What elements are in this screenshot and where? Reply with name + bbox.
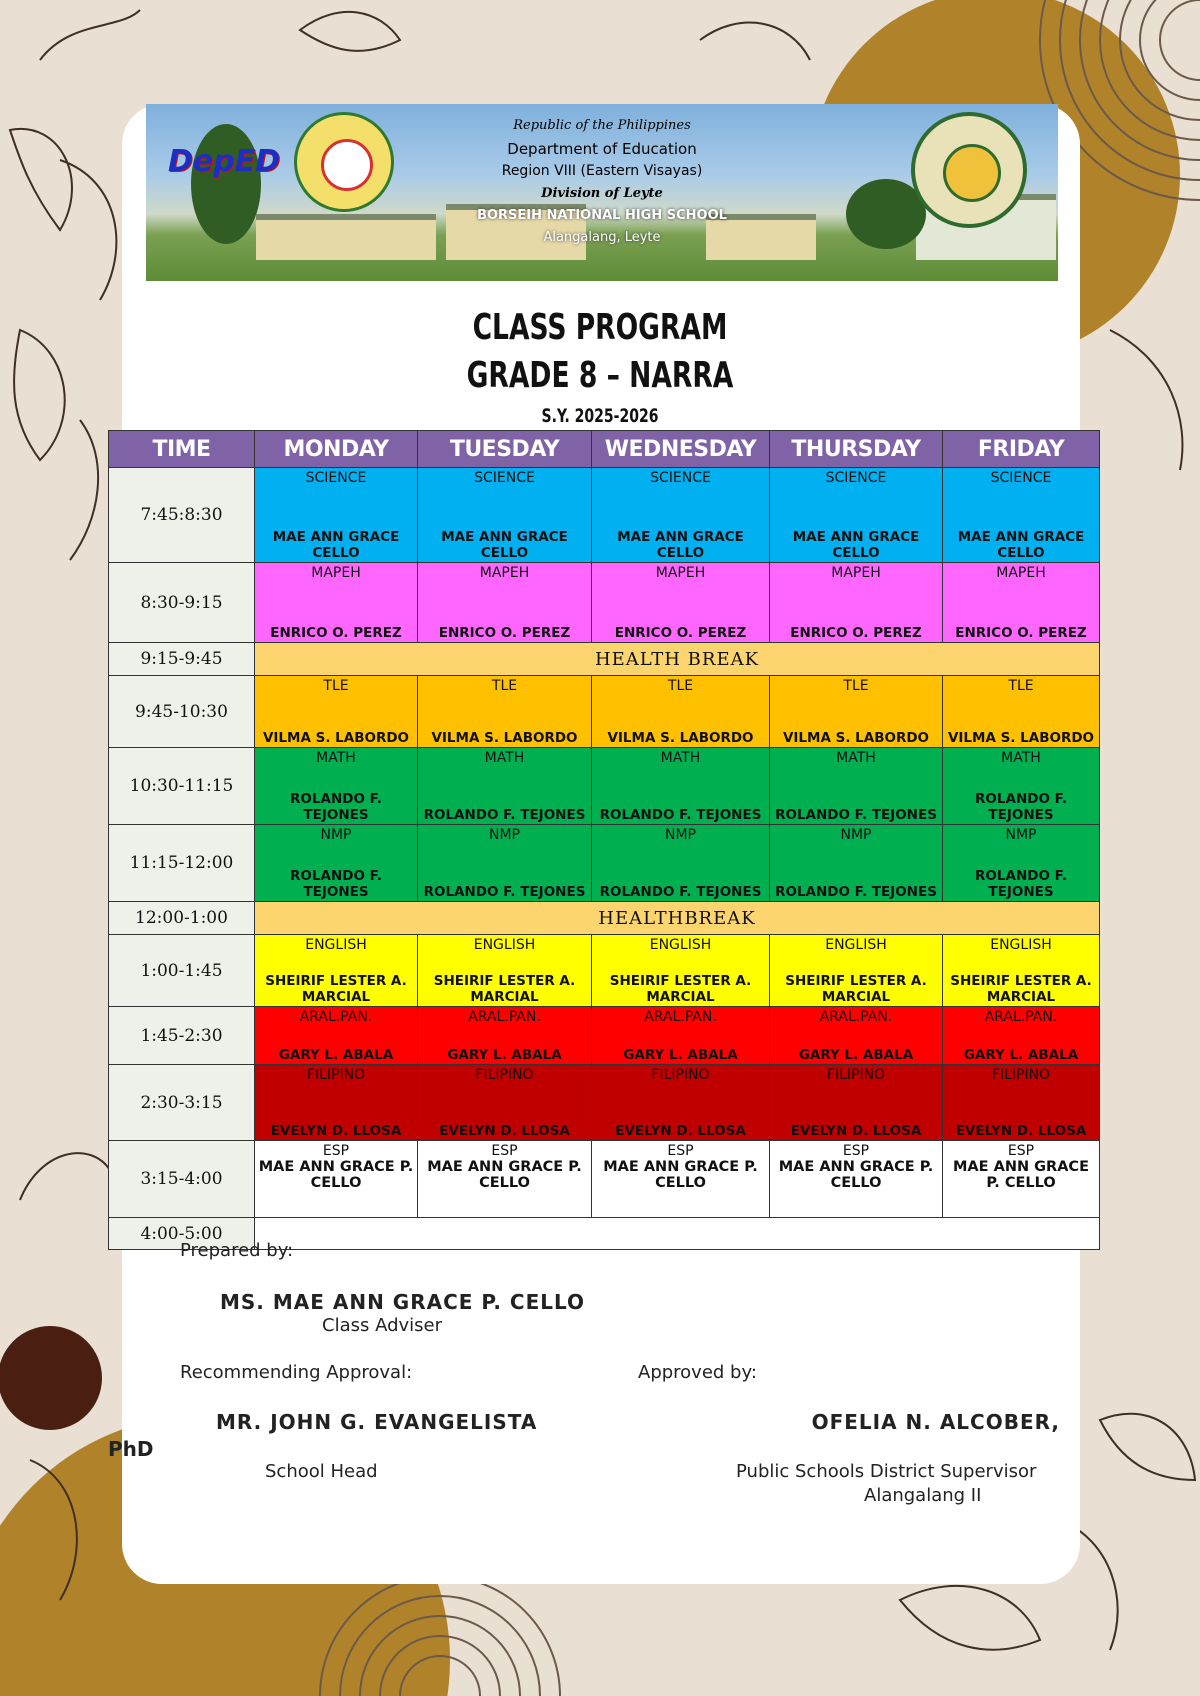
class-cell — [255, 1141, 418, 1218]
recommending-approval-label: Recommending Approval: — [180, 1362, 413, 1383]
teacher-name: ENRICO O. PEREZ — [790, 625, 922, 641]
table-row — [109, 1007, 1100, 1065]
teacher-name: EVELYN D. LLOSA — [439, 1123, 570, 1139]
class-cell — [943, 676, 1100, 748]
class-cell — [592, 1007, 770, 1065]
subject-name: ARAL.PAN. — [819, 1009, 893, 1025]
subject-name: SCIENCE — [474, 470, 535, 486]
class-cell — [255, 676, 418, 748]
teacher-name: ROLANDO F. TEJONES — [423, 807, 586, 823]
teacher-name: MAE ANN GRACE CELLO — [957, 529, 1085, 561]
teacher-name: VILMA S. LABORDO — [262, 730, 410, 746]
grade-section-title: GRADE 8 – NARRA — [466, 355, 734, 396]
subject-name: ARAL.PAN. — [644, 1009, 717, 1025]
subject-name: ESP — [842, 1143, 870, 1159]
class-cell — [255, 1065, 418, 1141]
class-cell — [592, 468, 770, 563]
class-cell — [255, 563, 418, 643]
subject-name: ESP — [491, 1143, 518, 1159]
class-cell — [418, 468, 592, 563]
class-cell — [592, 1065, 770, 1141]
subject-name: MATH — [484, 750, 525, 766]
class-cell — [770, 1141, 943, 1218]
dark-dot — [0, 1326, 102, 1430]
school-head-title: School Head — [265, 1461, 378, 1482]
class-cell — [418, 563, 592, 643]
approved-by-label: Approved by: — [638, 1362, 757, 1383]
class-cell — [943, 1065, 1100, 1141]
table-row — [109, 902, 1100, 935]
class-cell — [943, 563, 1100, 643]
header-time: TIME — [109, 431, 255, 468]
teacher-name: VILMA S. LABORDO — [607, 730, 754, 746]
subject-name: ENGLISH — [305, 937, 367, 953]
subject-name: MAPEH — [311, 565, 361, 581]
subject-name: MATH — [1001, 750, 1041, 766]
teacher-name: MAE ANN GRACE P. CELLO — [258, 1159, 414, 1191]
teacher-name: GARY L. ABALA — [798, 1047, 914, 1063]
class-cell — [770, 825, 943, 902]
table-row — [109, 563, 1100, 643]
class-cell — [770, 748, 943, 825]
adviser-name: MS. MAE ANN GRACE P. CELLO — [220, 1290, 586, 1314]
time-slot: 1:45-2:30 — [109, 1007, 255, 1065]
teacher-name: ENRICO O. PEREZ — [438, 625, 571, 641]
teacher-name: ENRICO O. PEREZ — [270, 625, 402, 641]
teacher-name: MAE ANN GRACE P. CELLO — [603, 1159, 758, 1191]
teacher-name: ROLANDO F. TEJONES — [599, 807, 762, 823]
subject-name: TLE — [843, 678, 869, 694]
school-head-name: MR. JOHN G. EVANGELISTA — [216, 1410, 538, 1434]
time-slot: 1:00-1:45 — [109, 935, 255, 1007]
teacher-name: ROLANDO F. TEJONES — [290, 868, 382, 900]
header-friday: FRIDAY — [943, 431, 1100, 468]
class-cell — [418, 935, 592, 1007]
header-tuesday: TUESDAY — [418, 431, 592, 468]
header-banner — [146, 104, 1058, 281]
class-cell — [418, 825, 592, 902]
teacher-name: ROLANDO F. TEJONES — [775, 884, 937, 900]
time-slot: 8:30-9:15 — [109, 563, 255, 643]
class-cell — [770, 468, 943, 563]
teacher-name: VILMA S. LABORDO — [947, 730, 1095, 746]
school-year: S.Y. 2025-2026 — [541, 405, 659, 427]
teacher-name: MAE ANN GRACE P. CELLO — [953, 1159, 1089, 1191]
teacher-name: MAE ANN GRACE CELLO — [792, 529, 920, 561]
banner-republic: Republic of the Philippines — [513, 118, 691, 133]
subject-name: ENGLISH — [990, 937, 1052, 953]
subject-name: ENGLISH — [473, 937, 536, 953]
time-slot: 9:45-10:30 — [109, 676, 255, 748]
subject-name: NMP — [665, 827, 696, 843]
teacher-name: MAE ANN GRACE CELLO — [272, 529, 400, 561]
class-cell — [770, 676, 943, 748]
adviser-title: Class Adviser — [322, 1315, 443, 1336]
class-cell — [943, 825, 1100, 902]
break-cell: HEALTH BREAK — [255, 643, 1100, 676]
subject-name: NMP — [840, 827, 872, 843]
teacher-name: ROLANDO F. TEJONES — [975, 868, 1067, 900]
subject-name: ESP — [1007, 1143, 1035, 1159]
teacher-name: EVELYN D. LLOSA — [615, 1123, 746, 1139]
subject-name: TLE — [667, 678, 694, 694]
class-cell — [418, 1141, 592, 1218]
teacher-name: ROLANDO F. TEJONES — [775, 807, 937, 823]
class-cell — [592, 1141, 770, 1218]
teacher-name: EVELYN D. LLOSA — [955, 1123, 1087, 1139]
teacher-name: GARY L. ABALA — [447, 1047, 562, 1063]
table-row — [109, 676, 1100, 748]
table-row — [109, 1141, 1100, 1218]
subject-name: MATH — [316, 750, 356, 766]
banner-location: Alangalang, Leyte — [543, 230, 661, 245]
header-wednesday: WEDNESDAY — [592, 431, 770, 468]
table-row — [109, 935, 1100, 1007]
class-cell — [943, 935, 1100, 1007]
teacher-name: EVELYN D. LLOSA — [790, 1123, 922, 1139]
break-cell: HEALTHBREAK — [255, 902, 1100, 935]
subject-name: TLE — [1008, 678, 1034, 694]
class-cell — [418, 1007, 592, 1065]
time-slot: 7:45:8:30 — [109, 468, 255, 563]
subject-name: MAPEH — [479, 565, 530, 581]
class-cell — [770, 1007, 943, 1065]
time-slot: 4:00-5:00 — [109, 1218, 255, 1250]
teacher-name: SHEIRIF LESTER A. MARCIAL — [265, 973, 407, 1005]
subject-name: FILIPINO — [306, 1067, 366, 1083]
class-cell — [943, 468, 1100, 563]
table-row — [109, 643, 1100, 676]
subject-name: ARAL.PAN. — [984, 1009, 1058, 1025]
class-cell — [770, 935, 943, 1007]
header-thursday: THURSDAY — [770, 431, 943, 468]
subject-name: FILIPINO — [651, 1067, 710, 1083]
subject-name: MAPEH — [655, 565, 706, 581]
subject-name: SCIENCE — [825, 470, 887, 486]
header-monday: MONDAY — [255, 431, 418, 468]
table-row — [109, 748, 1100, 825]
subject-name: MATH — [836, 750, 876, 766]
time-slot: 10:30-11:15 — [109, 748, 255, 825]
banner-region: Region VIII (Eastern Visayas) — [501, 163, 703, 179]
subject-name: ENGLISH — [825, 937, 887, 953]
teacher-name: VILMA S. LABORDO — [431, 730, 578, 746]
time-slot: 11:15-12:00 — [109, 825, 255, 902]
class-cell — [770, 563, 943, 643]
subject-name: ESP — [667, 1143, 694, 1159]
class-cell — [592, 563, 770, 643]
teacher-name: ENRICO O. PEREZ — [955, 625, 1087, 641]
table-row — [109, 1065, 1100, 1141]
teacher-name: MAE ANN GRACE CELLO — [441, 529, 568, 561]
teacher-name: ROLANDO F. TEJONES — [290, 791, 382, 823]
class-cell — [418, 676, 592, 748]
time-slot: 12:00-1:00 — [109, 902, 255, 935]
class-cell — [255, 935, 418, 1007]
teacher-name: ROLANDO F. TEJONES — [423, 884, 586, 900]
class-cell — [943, 1141, 1100, 1218]
subject-name: ENGLISH — [649, 937, 712, 953]
class-cell — [592, 748, 770, 825]
supervisor-name: OFELIA N. ALCOBER, — [811, 1410, 1060, 1434]
subject-name: FILIPINO — [475, 1067, 534, 1083]
table-row — [109, 468, 1100, 563]
subject-name: SCIENCE — [650, 470, 711, 486]
subject-name: MATH — [660, 750, 701, 766]
class-cell — [592, 676, 770, 748]
subject-name: ARAL.PAN. — [468, 1009, 541, 1025]
teacher-name: SHEIRIF LESTER A. MARCIAL — [785, 973, 927, 1005]
teacher-name: GARY L. ABALA — [963, 1047, 1079, 1063]
class-cell — [255, 1007, 418, 1065]
supervisor-title: Public Schools District Supervisor — [736, 1461, 1037, 1482]
subject-name: MAPEH — [996, 565, 1046, 581]
prepared-by-label: Prepared by: — [180, 1240, 294, 1261]
subject-name: SCIENCE — [990, 470, 1052, 486]
subject-name: ARAL.PAN. — [299, 1009, 373, 1025]
subject-name: FILIPINO — [826, 1067, 886, 1083]
table-header-row — [109, 431, 1100, 468]
class-cell — [255, 748, 418, 825]
banner-deped: Department of Education — [507, 140, 697, 158]
deped-logo-icon: DepED — [168, 144, 281, 179]
time-slot: 2:30-3:15 — [109, 1065, 255, 1141]
time-slot: 3:15-4:00 — [109, 1141, 255, 1218]
class-cell — [255, 468, 418, 563]
table-row — [109, 825, 1100, 902]
teacher-name: MAE ANN GRACE P. CELLO — [427, 1159, 582, 1191]
supervisor-district: Alangalang II — [864, 1485, 982, 1506]
page-title: CLASS PROGRAM — [472, 307, 728, 348]
teacher-name: SHEIRIF LESTER A. MARCIAL — [433, 973, 576, 1005]
supervisor-suffix: PhD — [108, 1437, 154, 1461]
subject-name: ESP — [322, 1143, 350, 1159]
time-slot: 9:15-9:45 — [109, 643, 255, 676]
class-cell — [592, 935, 770, 1007]
teacher-name: ROLANDO F. TEJONES — [975, 791, 1067, 823]
class-cell — [592, 825, 770, 902]
class-cell — [770, 1065, 943, 1141]
subject-name: FILIPINO — [991, 1067, 1051, 1083]
teacher-name: ENRICO O. PEREZ — [614, 625, 747, 641]
empty-cell — [255, 1218, 1100, 1250]
subject-name: NMP — [489, 827, 520, 843]
class-cell — [943, 1007, 1100, 1065]
class-cell — [943, 748, 1100, 825]
subject-name: TLE — [491, 678, 518, 694]
banner-school-name: BORSEIH NATIONAL HIGH SCHOOL — [477, 208, 727, 223]
teacher-name: MAE ANN GRACE P. CELLO — [778, 1159, 934, 1191]
subject-name: TLE — [323, 678, 349, 694]
subject-name: NMP — [1005, 827, 1037, 843]
teacher-name: VILMA S. LABORDO — [782, 730, 930, 746]
subject-name: SCIENCE — [305, 470, 367, 486]
teacher-name: GARY L. ABALA — [623, 1047, 738, 1063]
class-cell — [255, 825, 418, 902]
teacher-name: SHEIRIF LESTER A. MARCIAL — [609, 973, 752, 1005]
teacher-name: MAE ANN GRACE CELLO — [617, 529, 744, 561]
teacher-name: ROLANDO F. TEJONES — [599, 884, 762, 900]
teacher-name: GARY L. ABALA — [278, 1047, 394, 1063]
teacher-name: EVELYN D. LLOSA — [270, 1123, 402, 1139]
teacher-name: SHEIRIF LESTER A. MARCIAL — [950, 973, 1092, 1005]
banner-division: Division of Leyte — [541, 186, 663, 201]
class-cell — [418, 748, 592, 825]
subject-name: MAPEH — [831, 565, 881, 581]
class-schedule-table — [108, 430, 1100, 1250]
subject-name: NMP — [320, 827, 352, 843]
class-cell — [418, 1065, 592, 1141]
